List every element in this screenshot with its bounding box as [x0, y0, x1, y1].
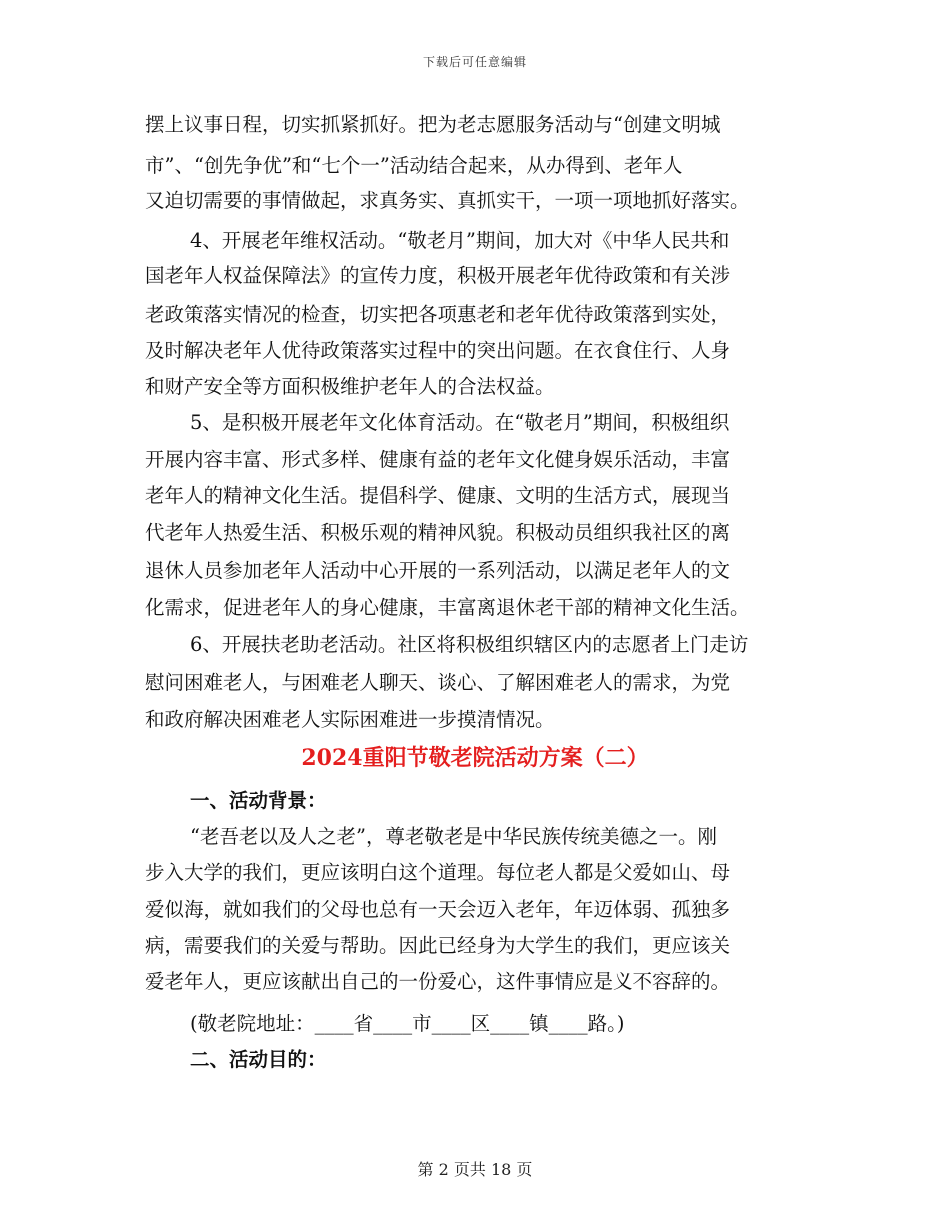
- body-line: 化需求，促进老年人的身心健康，丰富离退休老干部的精神文化生活。: [145, 596, 750, 619]
- section-heading-background: 一、活动背景：: [190, 789, 327, 812]
- body-line: 市”、“创先争优”和“七个一”活动结合起来，从办得到、老年人: [145, 154, 683, 177]
- section-title: 2024重阳节敬老院活动方案（二）: [301, 745, 649, 771]
- body-line: 爱老年人，更应该献出自己的一份爱心，这件事情应是义不容辞的。: [145, 970, 731, 993]
- address-line: (敬老院地址：____省____市____区____镇____路。): [190, 1012, 625, 1035]
- body-line: 又迫切需要的事情做起，求真务实、真抓实干，一项一项地抓好落实。: [145, 189, 750, 212]
- body-line: 4、开展老年维权活动。“敬老月”期间，加大对《中华人民共和: [190, 229, 730, 252]
- page-footer: 第 2 页共 18 页: [417, 1160, 533, 1179]
- body-line: 摆上议事日程，切实抓紧抓好。把为老志愿服务活动与“创建文明城: [145, 113, 721, 136]
- body-line: 爱似海，就如我们的父母也总有一天会迈入老年，年迈体弱、孤独多: [145, 898, 731, 921]
- section-heading-purpose: 二、活动目的：: [190, 1048, 327, 1071]
- body-line: 和财产安全等方面积极维护老年人的合法权益。: [145, 375, 555, 398]
- body-line: 病，需要我们的关爱与帮助。因此已经身为大学生的我们，更应该关: [145, 934, 731, 957]
- body-line: 国老年人权益保障法》的宣传力度，积极开展老年优待政策和有关涉: [145, 264, 731, 287]
- body-line: 和政府解决困难老人实际困难进一步摸清情况。: [145, 708, 555, 731]
- body-line: 老政策落实情况的检查，切实把各项惠老和老年优待政策落到实处，: [145, 303, 731, 326]
- body-line: 5、是积极开展老年文化体育活动。在“敬老月”期间，积极组织: [190, 411, 730, 434]
- body-line: “老吾老以及人之老”，尊老敬老是中华民族传统美德之一。刚: [190, 825, 717, 848]
- body-line: 代老年人热爱生活、积极乐观的精神风貌。积极动员组织我社区的离: [145, 521, 731, 544]
- body-line: 6、开展扶老助老活动。社区将积极组织辖区内的志愿者上门走访: [190, 633, 749, 656]
- body-line: 慰问困难老人，与困难老人聊天、谈心、了解困难老人的需求，为党: [145, 671, 731, 694]
- page-header: 下载后可任意编辑: [422, 55, 527, 69]
- body-line: 步入大学的我们，更应该明白这个道理。每位老人都是父爱如山、母: [145, 861, 731, 884]
- body-line: 退休人员参加老年人活动中心开展的一系列活动，以满足老年人的文: [145, 559, 731, 582]
- body-line: 老年人的精神文化生活。提倡科学、健康、文明的生活方式，展现当: [145, 484, 731, 507]
- body-line: 及时解决老年人优待政策落实过程中的突出问题。在衣食住行、人身: [145, 339, 731, 362]
- body-line: 开展内容丰富、形式多样、健康有益的老年文化健身娱乐活动，丰富: [145, 448, 731, 471]
